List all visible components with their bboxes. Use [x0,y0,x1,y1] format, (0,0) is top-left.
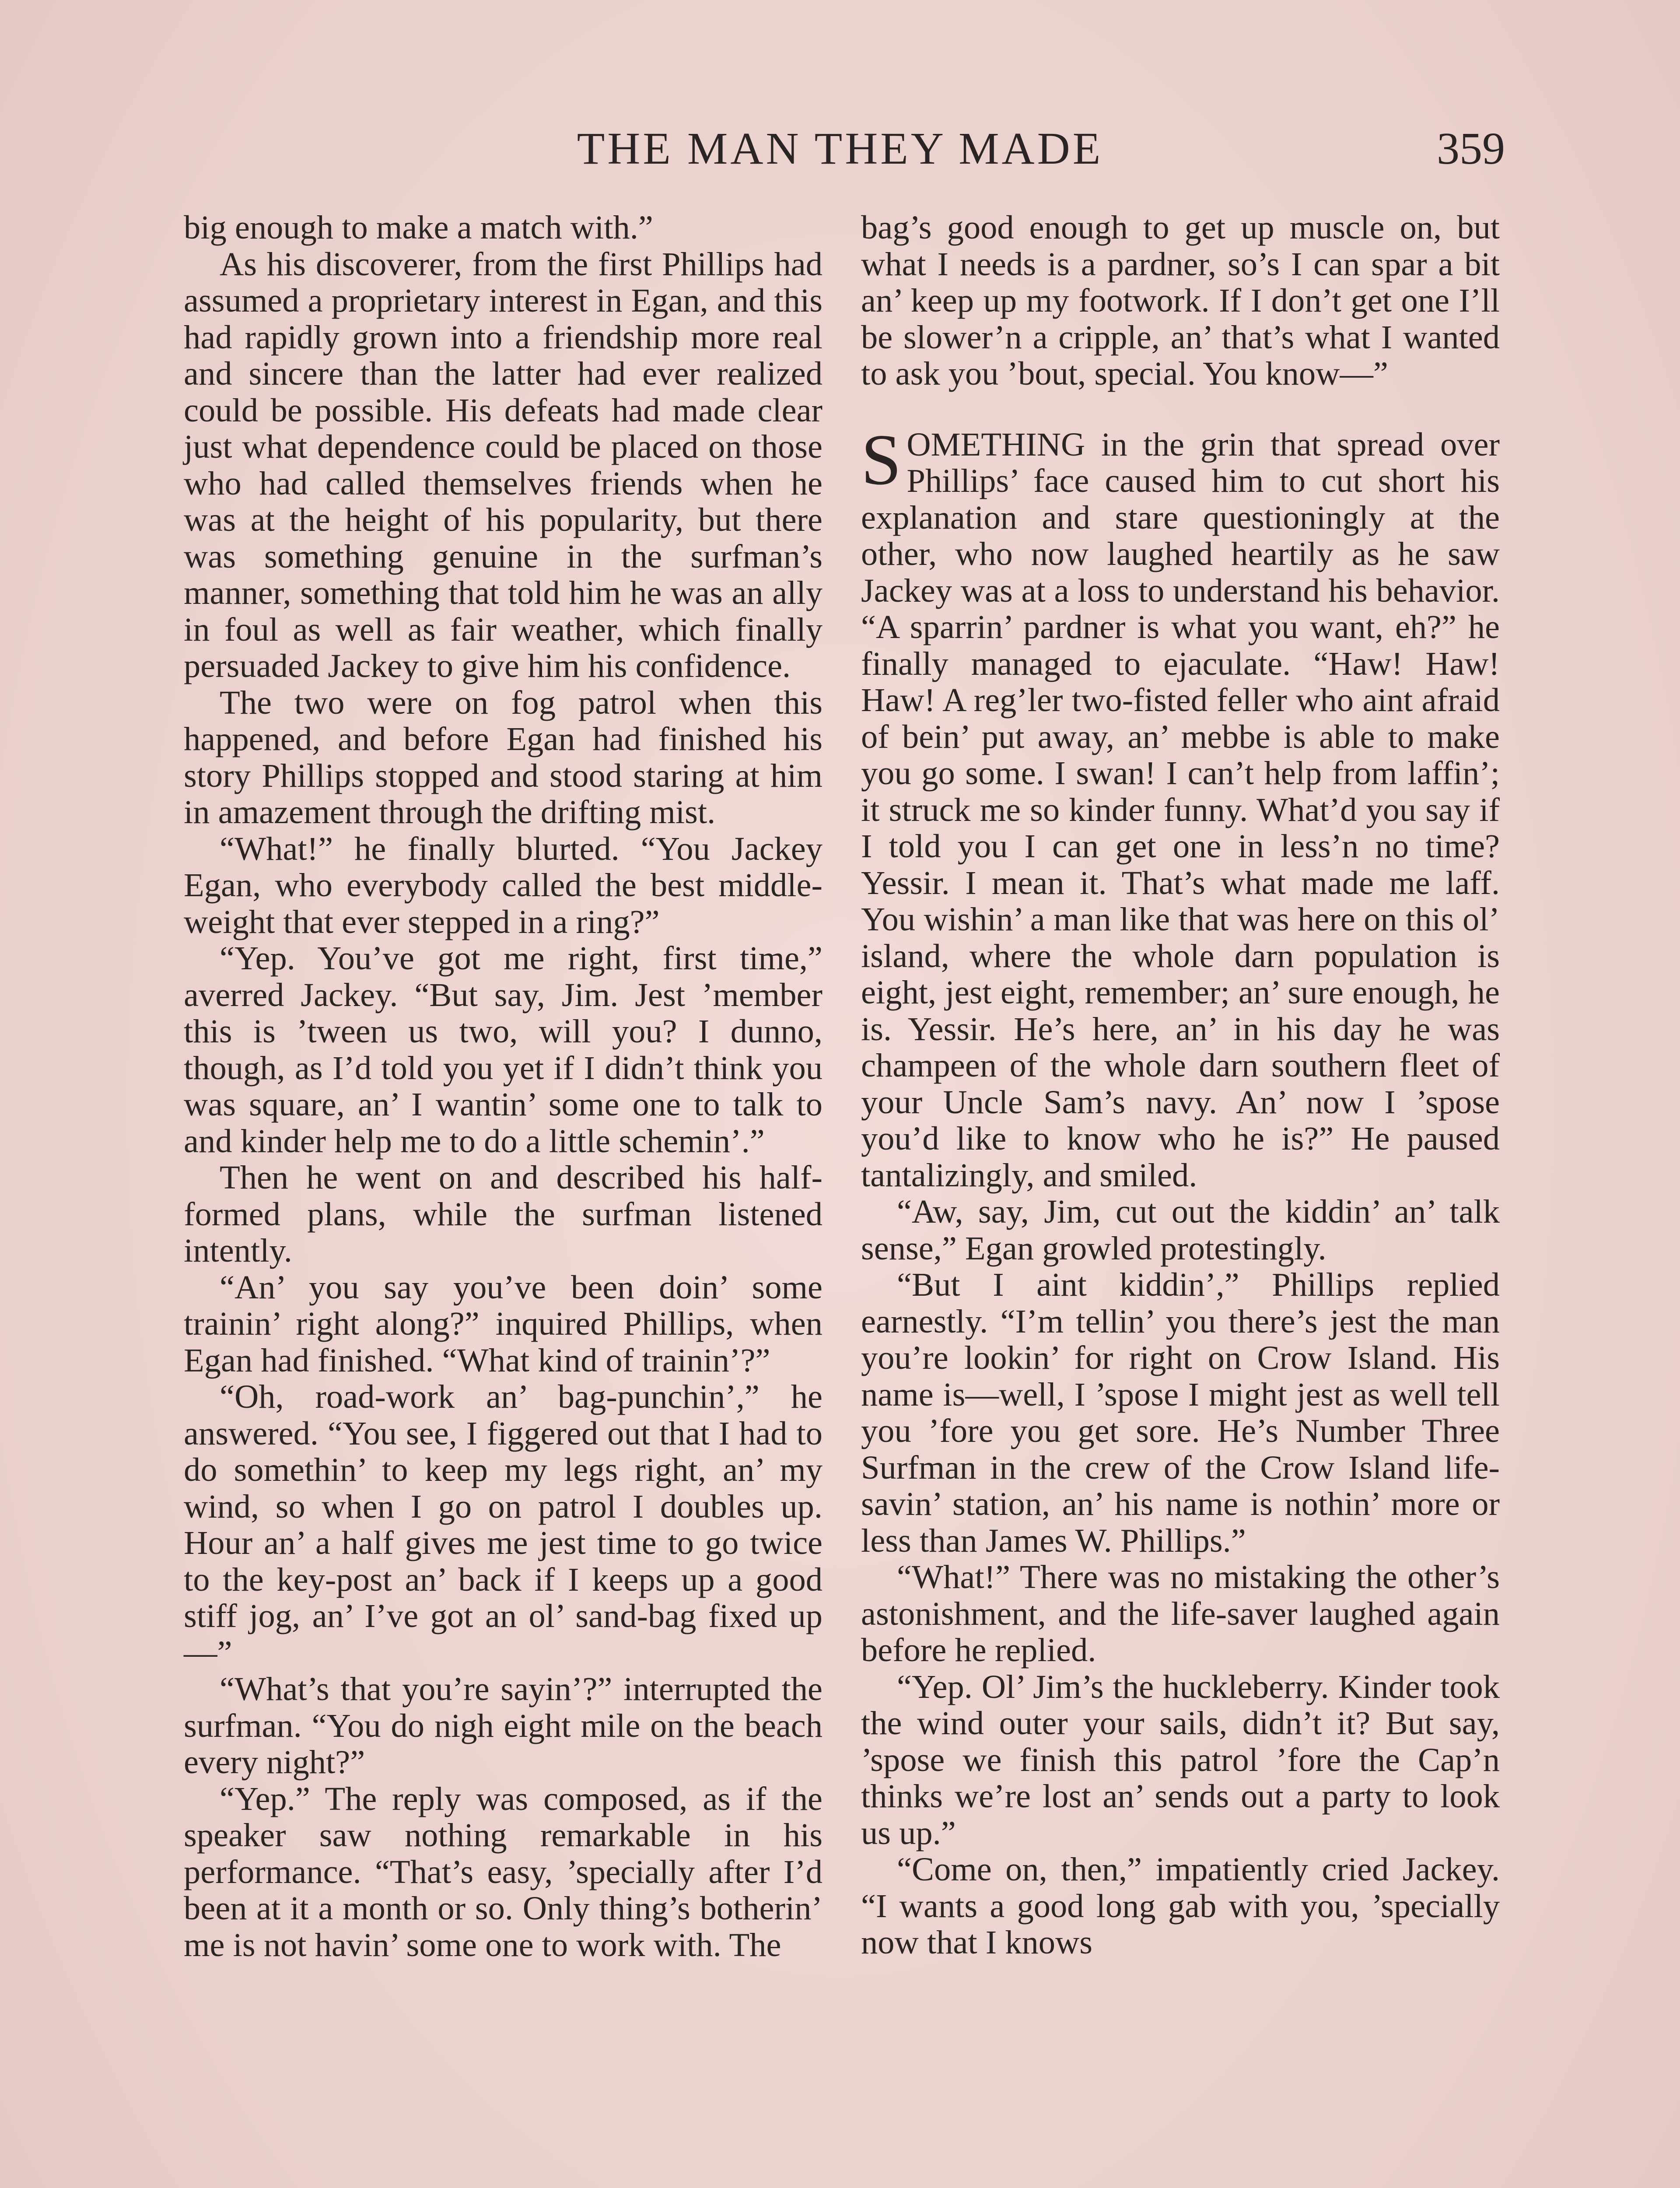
section-opening-paragraph [861,419,1500,1194]
left-column [184,209,822,1963]
running-title: THE MAN THEY MADE [577,123,1103,174]
paragraph: “What!” There was no mistaking the other’s astonishment, and the life-saver laughed again before he replied. [861,1558,1500,1669]
paragraph: big enough to make a match with.” [184,209,653,246]
page-header [175,118,1505,179]
right-column [861,209,1500,1961]
paragraph: As his discoverer, from the first Phillips had assumed a proprietary interest in Egan, and this had rapidly grown into a friendship more real and sincere than the latter had ever realized could be possible. His defeats had made clear just what dependence could be placed on those who had called themselves friends when he was at the height of his popularity, but there was something genuine in the surfman’s manner, something that told him he was an ally in foul as well as fair weather, which finally persuaded Jackey to give him his confidence. [184,245,822,684]
paragraph: The two were on fog patrol when this happened, and before Egan had finished his story Phillips stopped and stood staring at him in amazement through the drifting mist. [184,684,822,831]
paragraph-text: OMETHING in the grin that spread over Phillips’ face caused him to cut short his explanation and stare questioningly at the other, who now laughed heartily as he saw Jackey was at a loss to understand his behavior. “A sparrin’ pardner is what you want, eh?” he finally managed to ejaculate. “Haw! Haw! Haw! A reg’ler two-fisted feller who aint afraid of bein’ put away, an’ mebbe is able to make you go some. I swan! I can’t help from laffin’; it struck me so kinder funny. What’d you say if I told you I can get one in less’n no time? Yessir. I mean it. That’s what made me laff. You wishin’ a man like that was here on this ol’ island, where the whole darn population is eight, jest eight, remember; an’ sure enough, he is. Yessir. He’s here, an’ in his day he was champeen of the whole darn southern fleet of your Uncle Sam’s navy. An’ now I ’spose you’d like to know who he is?” He paused tantalizingly, and smiled. [861,425,1500,1194]
paragraph: “Yep. Ol’ Jim’s the huckleberry. Kinder took the wind outer your sails, didn’t it? But say, ’spose we finish this patrol ’fore the Cap’n thinks we’re lost an’ sends out a party to look us up.” [861,1668,1500,1851]
paragraph: “Yep. You’ve got me right, first time,” averred Jackey. “But say, Jim. Jest ’member this is ’tween us two, will you? I dunno, though, as I’d told you yet if I didn’t think you was square, an’ I wantin’ some one to talk to and kinder help me to do a little schemin’.” [184,940,822,1160]
paragraph: “Yep.” The reply was composed, as if the speaker saw nothing remarkable in his performance. “That’s easy, ’specially after I’d been at it a month or so. Only thing’s botherin’ me is not havin’ some one to work with. The [184,1780,822,1964]
page-number: 359 [1437,123,1505,174]
paragraph: “What’s that you’re sayin’?” interrupted the surfman. “You do nigh eight mile on the beach every night?” [184,1670,822,1781]
paragraph: “Come on, then,” impatiently cried Jackey. “I wants a good long gab with you, ’specially now that I knows [861,1851,1500,1961]
paragraph: “Oh, road-work an’ bag-punchin’,” he answered. “You see, I figgered out that I had to do somethin’ to keep my legs right, an’ my wind, so when I go on patrol I doubles up. Hour an’ a half gives me jest time to go twice to the key-post an’ back if I keeps up a good stiff jog, an’ I’ve got an ol’ sand-bag fixed up—” [184,1378,822,1671]
paragraph: “Aw, say, Jim, cut out the kiddin’ an’ talk sense,” Egan growled protestingly. [861,1193,1500,1267]
paragraph: Then he went on and described his half-formed plans, while the surfman listened intently. [184,1159,822,1269]
paragraph: “An’ you say you’ve been doin’ some trainin’ right along?” inquired Phillips, when Egan had finished. “What kind of trainin’?” [184,1268,822,1379]
paragraph: bag’s good enough to get up muscle on, but what I needs is a pardner, so’s I can spar a bit an’ keep up my footwork. If I don’t get one I’ll be slower’n a cripple, an’ that’s what I wanted to ask you ’bout, special. You know—” [861,209,1500,392]
paragraph: “But I aint kiddin’,” Phillips replied earnestly. “I’m tellin’ you there’s jest the man you’re lookin’ for right on Crow Island. His name is—well, I ’spose I might jest as well tell you ’fore you get sore. He’s Number Three Surfman in the crew of the Crow Island life-savin’ station, an’ his name is nothin’ more or less than James W. Phillips.” [861,1266,1500,1559]
drop-cap: S [861,419,902,500]
paragraph: “What!” he finally blurted. “You Jackey Egan, who everybody called the best middle-weight that ever stepped in a ring?” [184,830,822,940]
